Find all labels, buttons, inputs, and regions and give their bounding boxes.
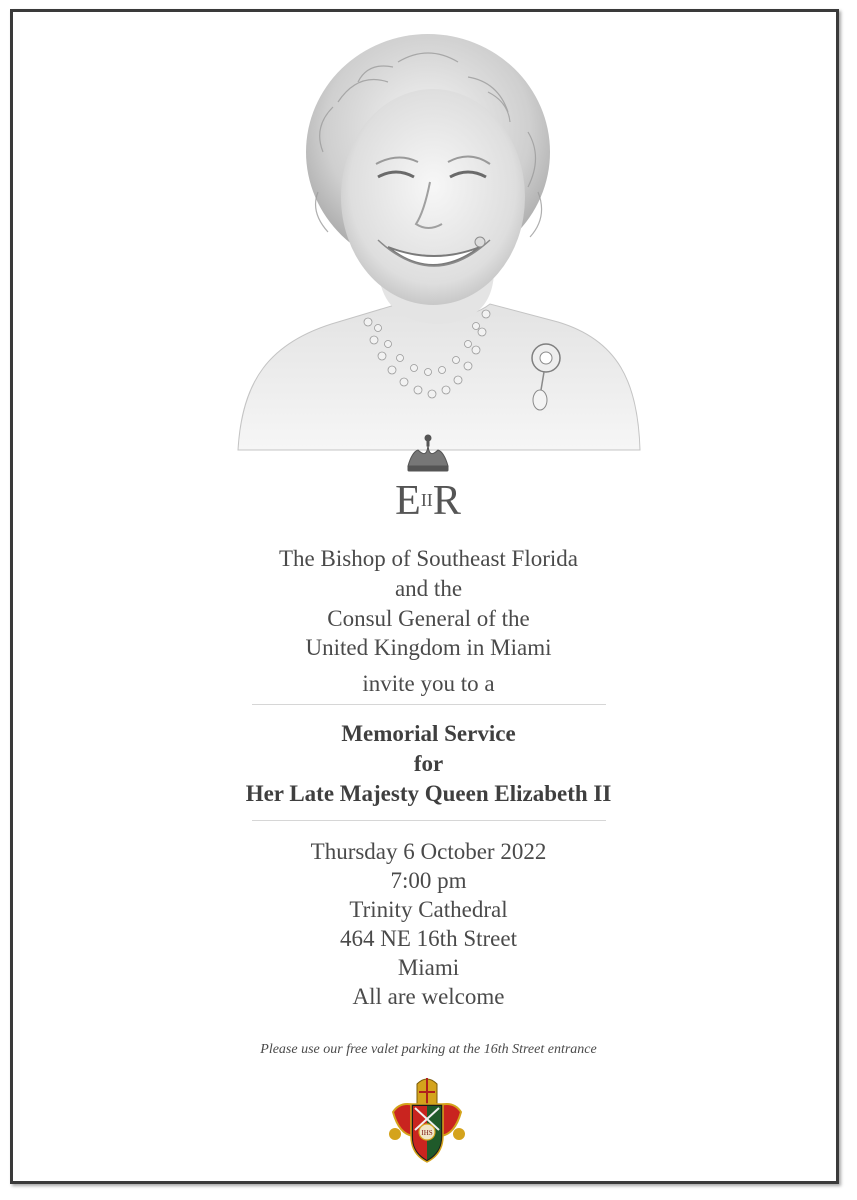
event-address: 464 NE 16th Street [340, 926, 517, 951]
royal-cipher [380, 432, 476, 522]
event-title-line-1: Memorial Service [341, 721, 516, 746]
queen-portrait-image [228, 22, 648, 452]
divider-bottom [252, 820, 606, 821]
host-line-2: and the [394, 576, 463, 601]
event-time: 7:00 pm [390, 868, 467, 893]
host-line-4: United Kingdom in Miami [305, 635, 552, 660]
event-title-line-3: Her Late Majesty Queen Elizabeth II [245, 781, 612, 806]
host-line-1: The Bishop of Southeast Florida [279, 546, 578, 571]
event-city: Miami [397, 955, 460, 980]
parking-note: Please use our free valet parking at the 16th Street entrance [260, 1042, 597, 1057]
host-line-3: Consul General of the [327, 606, 530, 631]
diocese-crest-icon [385, 1074, 469, 1166]
welcome-line: All are welcome [352, 984, 505, 1009]
divider-top [252, 704, 606, 705]
invite-line: invite you to a [362, 671, 495, 696]
royal-crown-icon [408, 435, 448, 471]
cipher-letters: EIIR [395, 478, 461, 522]
event-date: Thursday 6 October 2022 [310, 839, 547, 864]
event-title-line-2: for [413, 751, 444, 776]
crest-monogram: IHS [421, 1129, 433, 1137]
event-venue: Trinity Cathedral [349, 897, 508, 922]
